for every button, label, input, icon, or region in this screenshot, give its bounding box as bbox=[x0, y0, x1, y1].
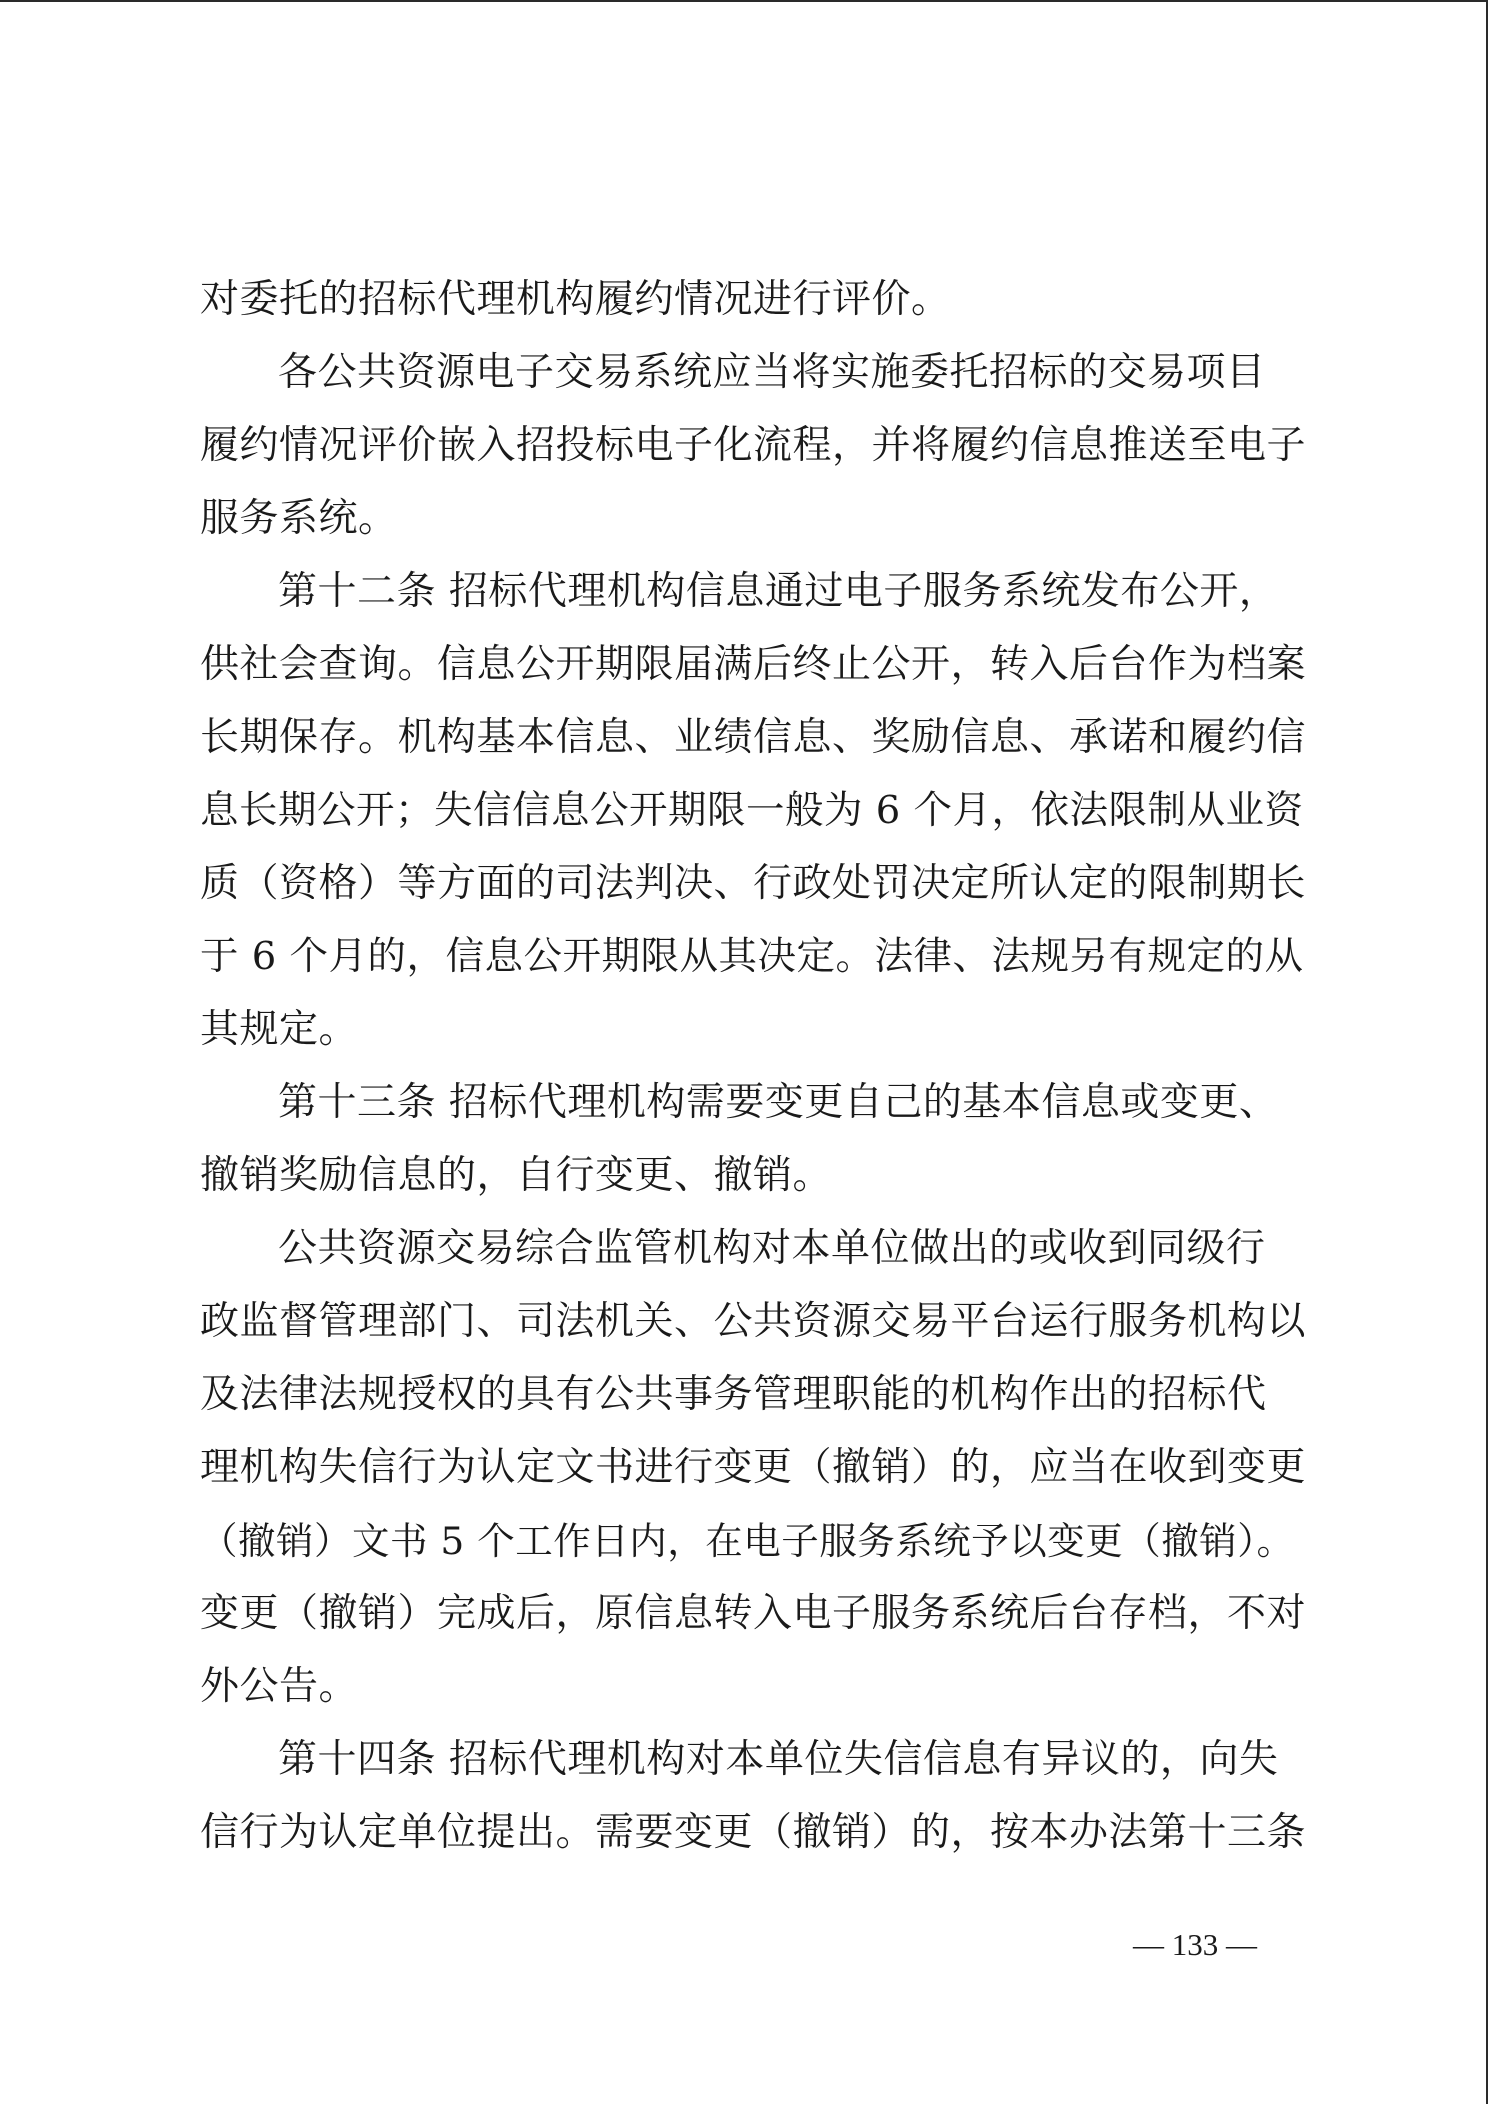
text-line: 息长期公开；失信信息公开期限一般为 6 个月，依法限制从业资 bbox=[200, 788, 1304, 833]
text-line: （撤销）文书 5 个工作日内，在电子服务系统予以变更（撤销）。 bbox=[200, 1519, 1295, 1563]
text-line: 长期保存。机构基本信息、业绩信息、奖励信息、承诺和履约信 bbox=[200, 715, 1307, 760]
text-line: 履约情况评价嵌入招投标电子化流程，并将履约信息推送至电子 bbox=[200, 423, 1307, 468]
text-line: 政监督管理部门、司法机关、公共资源交易平台运行服务机构以 bbox=[200, 1299, 1307, 1344]
article-12-heading-line: 第十二条 招标代理机构信息通过电子服务系统发布公开， bbox=[278, 569, 1279, 614]
page-number: — 133 — bbox=[1133, 1927, 1257, 1962]
text-line: 服务系统。 bbox=[200, 496, 398, 541]
article-13-heading-line: 第十三条 招标代理机构需要变更自己的基本信息或变更、 bbox=[278, 1080, 1279, 1125]
text-line: 于 6 个月的，信息公开期限从其决定。法律、法规另有规定的从 bbox=[200, 934, 1304, 979]
text-line: 信行为认定单位提出。需要变更（撤销）的，按本办法第十三条 bbox=[200, 1810, 1307, 1855]
text-line: 理机构失信行为认定文书进行变更（撤销）的，应当在收到变更 bbox=[200, 1445, 1307, 1490]
text-line: 对委托的招标代理机构履约情况进行评价。 bbox=[200, 277, 951, 322]
text-line: 及法律法规授权的具有公共事务管理职能的机构作出的招标代 bbox=[200, 1372, 1267, 1417]
text-line: 其规定。 bbox=[200, 1007, 359, 1052]
text-line: 公共资源交易综合监管机构对本单位做出的或收到同级行 bbox=[278, 1226, 1266, 1271]
text-line: 各公共资源电子交易系统应当将实施委托招标的交易项目 bbox=[278, 350, 1266, 395]
article-14-heading-line: 第十四条 招标代理机构对本单位失信信息有异议的，向失 bbox=[278, 1737, 1279, 1782]
top-border bbox=[0, 0, 1488, 2]
text-line: 外公告。 bbox=[200, 1664, 359, 1709]
text-line: 变更（撤销）完成后，原信息转入电子服务系统后台存档，不对 bbox=[200, 1591, 1307, 1636]
text-line: 质（资格）等方面的司法判决、行政处罚决定所认定的限制期长 bbox=[200, 861, 1307, 906]
text-line: 供社会查询。信息公开期限届满后终止公开，转入后台作为档案 bbox=[200, 642, 1307, 687]
text-line: 撤销奖励信息的，自行变更、撤销。 bbox=[200, 1153, 833, 1198]
